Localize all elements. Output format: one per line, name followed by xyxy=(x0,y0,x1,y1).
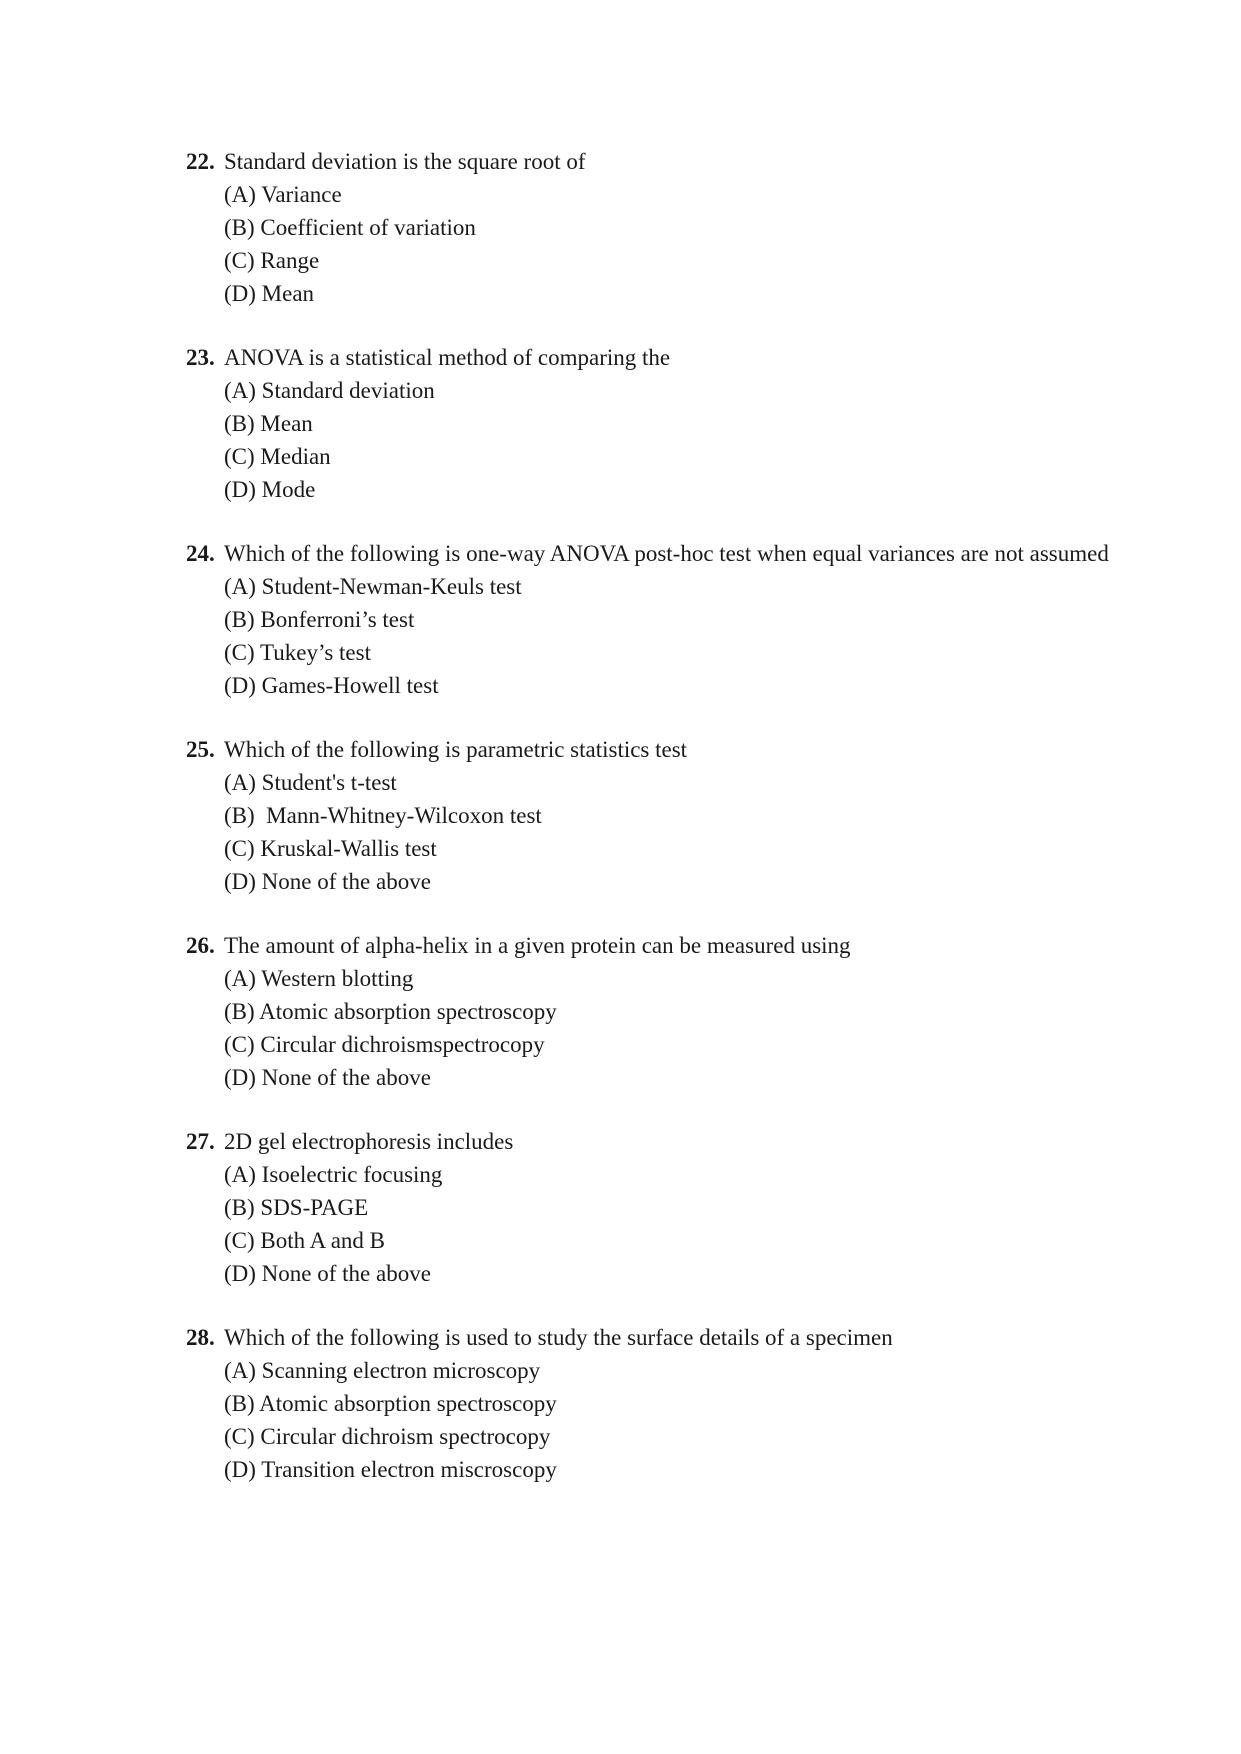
question-list xyxy=(186,146,1116,1518)
option-d: (D) Transition electron miscroscopy xyxy=(224,1457,557,1482)
question-25 xyxy=(186,734,1116,898)
option-c: (C) Kruskal-Wallis test xyxy=(224,836,437,861)
question-26 xyxy=(186,930,1116,1094)
question-24 xyxy=(186,538,1116,702)
question-stem xyxy=(186,734,1116,766)
option-d: (D) Mode xyxy=(224,477,316,502)
option-b: (B) SDS-PAGE xyxy=(224,1195,369,1220)
option-d: (D) Mean xyxy=(224,281,315,306)
option-a: (A) Student's t-test xyxy=(224,770,397,795)
option-b: (B) Bonferroni’s test xyxy=(224,607,415,632)
question-stem xyxy=(186,538,1116,570)
option-b: (B) Atomic absorption spectroscopy xyxy=(224,999,557,1024)
question-stem xyxy=(186,1126,1116,1158)
option-b: (B) Atomic absorption spectroscopy xyxy=(224,1391,557,1416)
option-d: (D) None of the above xyxy=(224,1065,431,1090)
option-c: (C) Circular dichroism spectrocopy xyxy=(224,1424,551,1449)
question-text: Which of the following is one-way ANOVA post-hoc test when equal variances are not assumed xyxy=(224,541,1109,566)
question-23 xyxy=(186,342,1116,506)
question-number: 27. xyxy=(186,1129,215,1154)
option-a: (A) Isoelectric focusing xyxy=(224,1162,443,1187)
question-stem xyxy=(186,146,1116,178)
option-a: (A) Standard deviation xyxy=(224,378,435,403)
option-b: (B) Mean xyxy=(224,411,313,436)
question-number: 22. xyxy=(186,149,215,174)
option-a: (A) Variance xyxy=(224,182,342,207)
option-a: (A) Student-Newman-Keuls test xyxy=(224,574,522,599)
option-list xyxy=(186,766,1116,898)
option-b: (B) Coefficient of variation xyxy=(224,215,476,240)
option-list xyxy=(186,962,1116,1094)
option-c: (C) Both A and B xyxy=(224,1228,386,1253)
question-number: 23. xyxy=(186,345,215,370)
question-text: Which of the following is parametric statistics test xyxy=(224,737,688,762)
question-number: 24. xyxy=(186,541,215,566)
question-28 xyxy=(186,1322,1116,1486)
question-number: 25. xyxy=(186,737,215,762)
option-list xyxy=(186,1354,1116,1486)
option-list xyxy=(186,178,1116,310)
option-list xyxy=(186,1158,1116,1290)
question-number: 28. xyxy=(186,1325,215,1350)
question-text: Standard deviation is the square root of xyxy=(224,149,586,174)
question-27 xyxy=(186,1126,1116,1290)
option-d: (D) None of the above xyxy=(224,869,431,894)
question-text: 2D gel electrophoresis includes xyxy=(224,1129,514,1154)
option-c: (C) Range xyxy=(224,248,320,273)
question-stem xyxy=(186,342,1116,374)
option-d: (D) None of the above xyxy=(224,1261,431,1286)
question-text: The amount of alpha-helix in a given protein can be measured using xyxy=(224,933,851,958)
question-text: ANOVA is a statistical method of comparing the xyxy=(224,345,671,370)
option-d: (D) Games-Howell test xyxy=(224,673,439,698)
question-number: 26. xyxy=(186,933,215,958)
option-c: (C) Circular dichroismspectrocopy xyxy=(224,1032,545,1057)
option-c: (C) Median xyxy=(224,444,331,469)
question-stem xyxy=(186,930,1116,962)
option-c: (C) Tukey’s test xyxy=(224,640,371,665)
option-a: (A) Scanning electron microscopy xyxy=(224,1358,541,1383)
option-a: (A) Western blotting xyxy=(224,966,414,991)
option-list xyxy=(186,374,1116,506)
question-22 xyxy=(186,146,1116,310)
option-b: (B) Mann-Whitney-Wilcoxon test xyxy=(224,803,542,828)
question-stem xyxy=(186,1322,1116,1354)
option-list xyxy=(186,570,1116,702)
question-text: Which of the following is used to study the surface details of a specimen xyxy=(224,1325,893,1350)
